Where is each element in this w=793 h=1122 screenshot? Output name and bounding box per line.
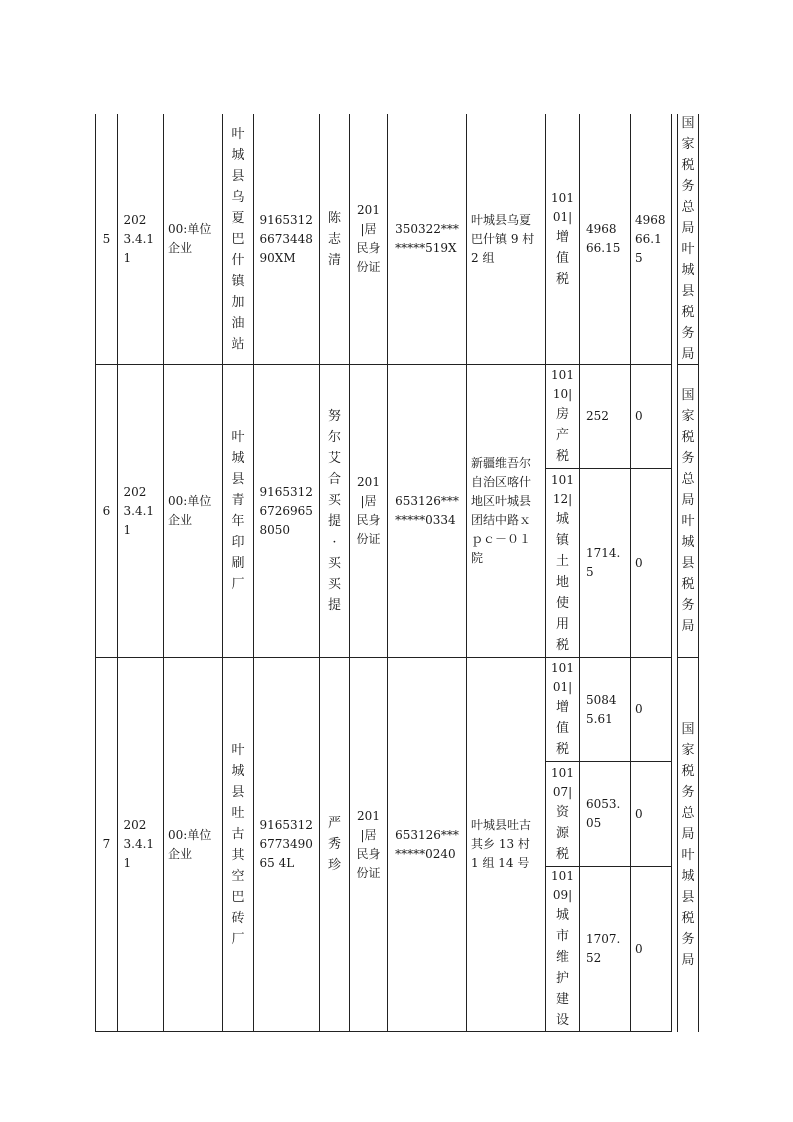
tax-authority: 国家税务总局叶城县税务局 (681, 116, 695, 362)
extra-cell (631, 469, 671, 657)
extra-cell (631, 762, 671, 866)
row-number: 7 (102, 837, 111, 851)
unit-type-cell (164, 365, 222, 657)
tax-extra: 0 (635, 941, 643, 956)
address-cell (467, 658, 545, 1031)
date: 2023.4.11 (123, 212, 155, 265)
tax-extra: 496866.15 (635, 212, 666, 265)
grid-line (698, 114, 699, 1032)
date-cell (118, 114, 163, 364)
extra-cell (631, 365, 671, 468)
tax-authority: 国家税务总局叶城县税务局 (681, 721, 695, 968)
tax-type-cell (546, 658, 579, 761)
credit-code: 916531267269658050 (259, 484, 313, 537)
id-number-cell (388, 114, 466, 364)
id-type-cell (350, 365, 387, 657)
tax-type-cell (546, 762, 579, 866)
id-number: 350322*** *****519X (395, 222, 459, 255)
address-cell (467, 365, 545, 657)
unit-type: 00:单位企业 (168, 222, 212, 255)
amount-cell (580, 762, 630, 866)
id-number-cell (388, 658, 466, 1031)
company-cell (223, 658, 253, 1031)
amount-cell (580, 365, 630, 468)
id-type: 201|居民身份证 (356, 808, 381, 880)
tax-name: 增值税 (555, 700, 569, 757)
date-cell (118, 658, 163, 1031)
company-name: 叶城县乌夏巴什镇加油站 (231, 126, 245, 352)
tax-amount: 1714.5 (586, 546, 621, 579)
id-type: 201|居民身份证 (356, 475, 381, 546)
tax-type-cell (546, 867, 579, 1031)
tax-name: 资源税 (555, 804, 569, 862)
amount-cell (580, 867, 630, 1031)
person-cell (320, 114, 349, 364)
unit-type-cell (164, 658, 222, 1031)
grid-line (95, 1031, 672, 1032)
tax-extra: 0 (635, 555, 643, 570)
extra-cell (631, 658, 671, 761)
tax-amount: 496866.15 (586, 222, 621, 255)
row-number: 5 (102, 231, 111, 246)
tax-name: 房产税 (555, 407, 569, 464)
person-cell (320, 658, 349, 1031)
amount-cell (580, 114, 630, 364)
tax-code: 10112| (551, 472, 574, 506)
tax-name: 城镇土地使用税 (555, 511, 569, 653)
tax-code: 10101| (551, 661, 574, 694)
id-type-cell (350, 658, 387, 1031)
tax-amount: 252 (586, 409, 609, 423)
tax-type-cell (546, 114, 579, 364)
address: 叶城县乌夏巴什镇 9 村 2 组 (471, 212, 535, 265)
tax-amount: 6053.05 (586, 797, 621, 830)
id-type-cell (350, 114, 387, 364)
tax-extra: 0 (635, 806, 643, 821)
date-cell (118, 365, 163, 657)
grid-line (671, 114, 672, 1032)
amount-cell (580, 469, 630, 657)
unit-type-cell (164, 114, 222, 364)
tax-amount: 50845.61 (586, 692, 617, 726)
extra-cell (631, 114, 671, 364)
credit-code: 9165312677349065 4L (259, 818, 313, 870)
company-cell (223, 365, 253, 657)
tax-code: 10109| (551, 869, 574, 902)
id-number-cell (388, 365, 466, 657)
tax-type-cell (546, 469, 579, 657)
company-cell (223, 114, 253, 364)
credit-code-cell (254, 114, 319, 364)
tax-extra: 0 (635, 409, 643, 423)
tax-name: 增值税 (555, 229, 569, 287)
address: 叶城县吐古其乡 13 村 1 组 14 号 (471, 818, 532, 870)
address: 新疆维吾尔自治区喀什地区叶城县团结中路ｘｐｃ－０１院 (471, 456, 532, 565)
row-number: 6 (102, 503, 111, 518)
id-type: 201|居民身份证 (356, 203, 381, 274)
authority-cell (678, 365, 698, 657)
tax-amount: 1707.52 (586, 932, 621, 965)
tax-type-cell (546, 365, 579, 468)
amount-cell (580, 658, 630, 761)
unit-type: 00:单位企业 (168, 827, 212, 861)
unit-type: 00:单位企业 (168, 494, 212, 527)
tax-code: 10101| (551, 190, 574, 224)
company-name: 叶城县青年印刷厂 (231, 430, 245, 592)
id-number: 653126*** *****0334 (395, 494, 459, 527)
date: 2023.4.11 (123, 818, 155, 870)
tax-authority: 国家税务总局叶城县税务局 (681, 388, 695, 634)
tax-name: 城市维护建设 (555, 908, 569, 1028)
legal-person: 努尔艾合买提·买买提 (327, 409, 341, 613)
legal-person: 陈志清 (327, 210, 341, 268)
tax-code: 10110| (551, 368, 574, 401)
authority-cell (678, 114, 698, 364)
credit-code: 91653126673448 90XM (259, 212, 313, 265)
company-name: 叶城县吐古其空巴砖厂 (231, 742, 245, 947)
address-cell (467, 114, 545, 364)
person-cell (320, 365, 349, 657)
credit-code-cell (254, 658, 319, 1031)
legal-person: 严秀珍 (327, 816, 341, 873)
id-number: 653126*** *****0240 (395, 827, 459, 861)
date: 2023.4.11 (123, 484, 155, 537)
tax-code: 10107| (551, 765, 574, 799)
extra-cell (631, 867, 671, 1031)
authority-cell (678, 658, 698, 1031)
tax-extra: 0 (635, 702, 643, 716)
credit-code-cell (254, 365, 319, 657)
